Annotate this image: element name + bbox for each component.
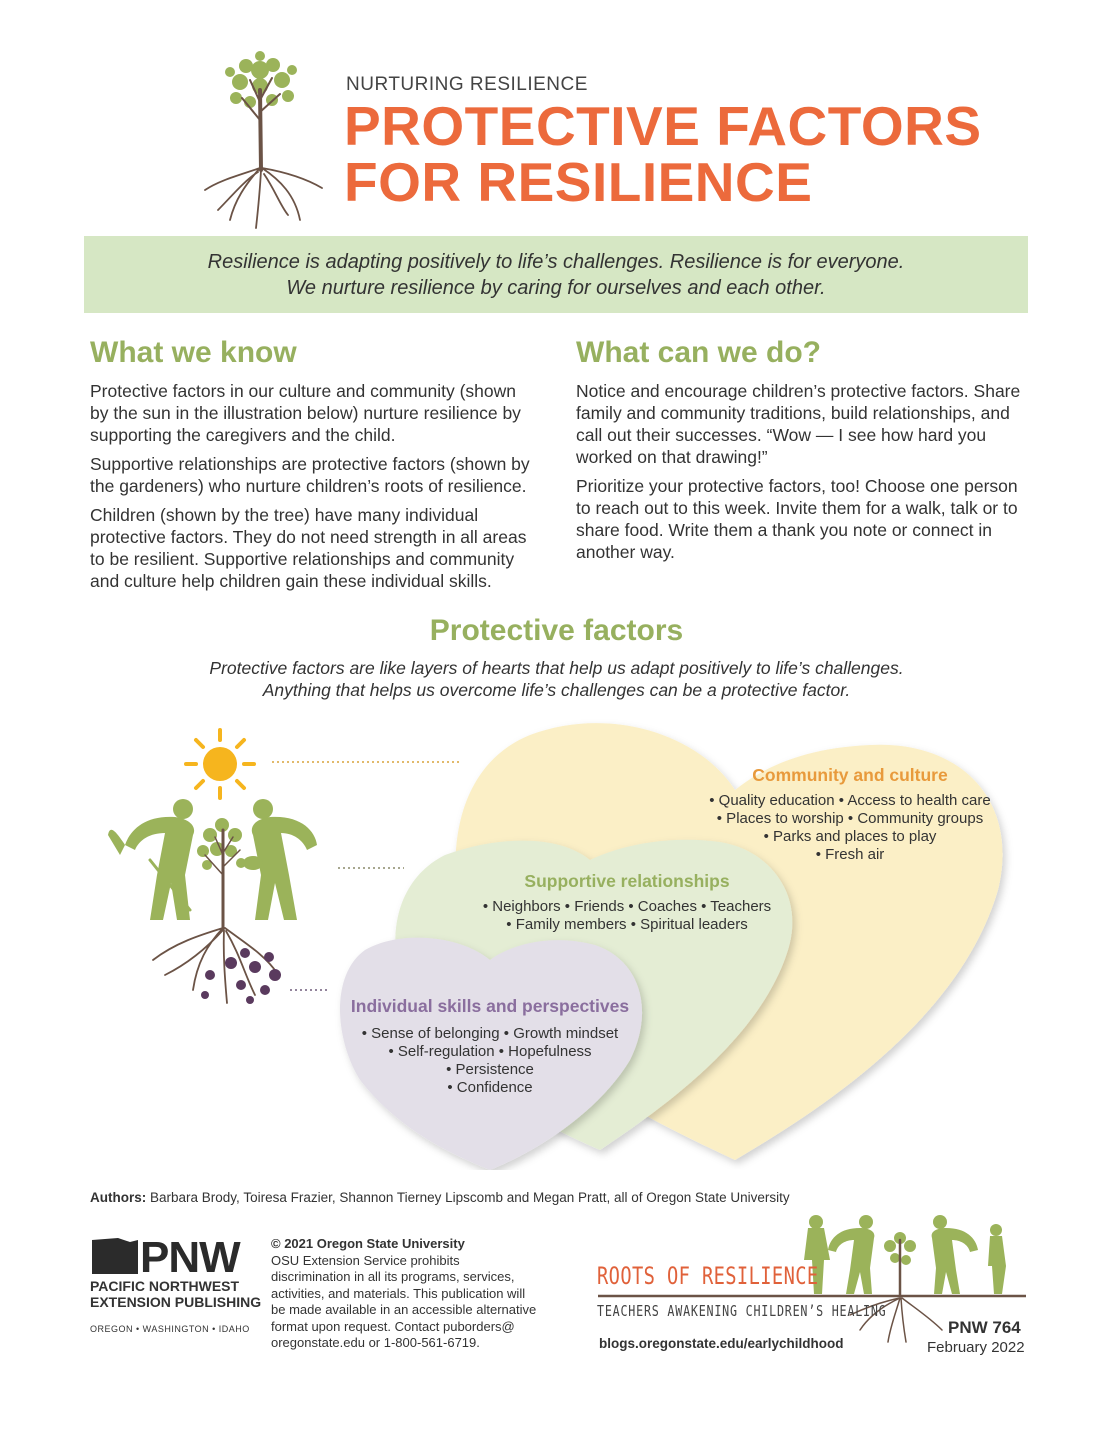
- community-list: [700, 792, 1000, 864]
- pnw-line-2: EXTENSION PUBLISHING: [90, 1294, 262, 1310]
- roots-of-resilience-subtitle: TEACHERS AWAKENING CHILDREN’S HEALING: [597, 1302, 887, 1320]
- list-item: • Family members • Spiritual leaders: [506, 916, 748, 933]
- authors-names: Barbara Brody, Toiresa Frazier, Shannon Tierney Lipscomb and Megan Pratt, all of Oregon State University: [150, 1190, 790, 1205]
- copyright-line: activities, and materials. This publication will: [271, 1285, 526, 1301]
- program-url-link[interactable]: blogs.oregonstate.edu/earlychildhood: [599, 1336, 844, 1351]
- title-line-1: PROTECTIVE FACTORS: [344, 95, 982, 157]
- page-title: [344, 95, 982, 213]
- copyright-line: be made available in an accessible alternative: [271, 1302, 537, 1317]
- know-paragraph: Supportive relationships are protective factors (shown by the gardeners) who nurture children’s roots of resilience.: [90, 454, 530, 496]
- kicker-text: NURTURING RESILIENCE: [346, 74, 588, 95]
- pnw-state-map-icon: [90, 1234, 255, 1276]
- authors-line: [90, 1190, 790, 1205]
- gardeners-with-tree-icon: [105, 795, 340, 1010]
- list-item: • Quality education • Access to health care: [709, 792, 991, 809]
- pnw-publisher-name: [90, 1278, 261, 1310]
- subtitle-line-2: Anything that helps us overcome life’s challenges can be a protective factor.: [262, 680, 851, 700]
- list-item: • Neighbors • Friends • Coaches • Teachers: [482, 898, 772, 915]
- authors-label: Authors:: [90, 1190, 147, 1205]
- copyright-title: © 2021 Oregon State University: [271, 1236, 465, 1251]
- relationships-heart: [477, 871, 777, 934]
- sun-icon: [180, 728, 260, 800]
- protective-factors-subtitle: [0, 657, 1113, 701]
- list-item: • Confidence: [447, 1079, 533, 1096]
- list-item: • Self-regulation • Hopefulness: [388, 1043, 592, 1060]
- protective-factors-heading: Protective factors: [429, 614, 684, 647]
- list-item: • Fresh air: [815, 846, 885, 863]
- community-title: Community and culture: [752, 765, 948, 785]
- copyright-line: format upon request. Contact puborders@: [271, 1318, 515, 1334]
- roots-of-resilience-title: ROOTS OF RESILIENCE: [597, 1262, 819, 1290]
- list-item: • Sense of belonging • Growth mindset: [361, 1025, 619, 1042]
- copyright-block: [271, 1236, 561, 1352]
- pnw-logo: PNW: [140, 1234, 240, 1276]
- copyright-line: discrimination in all its programs, services,: [271, 1269, 515, 1284]
- title-line-2: FOR RESILIENCE: [344, 151, 813, 213]
- individual-list: [340, 1025, 640, 1097]
- community-heart: [700, 765, 1000, 864]
- subtitle-line-1: Protective factors are like layers of hearts that help us adapt positively to life’s challenges.: [209, 658, 904, 678]
- copyright-line: OSU Extension Service prohibits: [271, 1252, 460, 1268]
- publication-number: PNW 764: [948, 1318, 1021, 1337]
- know-paragraph: Protective factors in our culture and community (shown by the sun in the illustration below) nurture resilience by supporting the caregivers and the child.: [90, 381, 521, 445]
- banner-line-1: Resilience is adapting positively to life’s challenges. Resilience is for everyone.: [207, 251, 905, 273]
- what-we-know-heading: What we know: [90, 336, 297, 369]
- tree-with-roots-icon: [200, 50, 325, 230]
- do-paragraph: Notice and encourage children’s protective factors. Share family and community traditions, build relationships, and call out their successes. “Wow — I see how hard you worked on that drawing!”: [576, 381, 1021, 467]
- banner-line-2: We nurture resilience by caring for ourselves and each other.: [286, 277, 826, 299]
- list-item: • Parks and places to play: [763, 828, 937, 845]
- list-item: • Places to worship • Community groups: [716, 810, 984, 827]
- individual-title: Individual skills and perspectives: [350, 996, 630, 1016]
- what-we-know-body: [90, 380, 535, 599]
- definition-banner: [84, 236, 1028, 313]
- relationships-list: [477, 898, 777, 934]
- know-paragraph: Children (shown by the tree) have many individual protective factors. They do not need strength in all areas to be resilient. Supportive relationships and community and culture help children gain these individual skills.: [90, 505, 527, 591]
- do-paragraph: Prioritize your protective factors, too! Choose one person to reach out to this week. Invite them for a walk, talk or to share food. Write them a thank you note or connect in another way.: [576, 476, 1018, 562]
- what-can-we-do-body: [576, 380, 1028, 570]
- copyright-line: oregonstate.edu or 1-800-561-6719.: [271, 1335, 480, 1350]
- pnw-states: OREGON • WASHINGTON • IDAHO: [90, 1324, 250, 1334]
- what-can-we-do-heading: What can we do?: [576, 336, 822, 369]
- pnw-line-1: PACIFIC NORTHWEST: [90, 1278, 240, 1294]
- publication-date: February 2022: [927, 1339, 1025, 1356]
- individual-heart: [340, 996, 640, 1097]
- list-item: • Persistence: [446, 1061, 534, 1078]
- relationships-title: Supportive relationships: [524, 871, 730, 891]
